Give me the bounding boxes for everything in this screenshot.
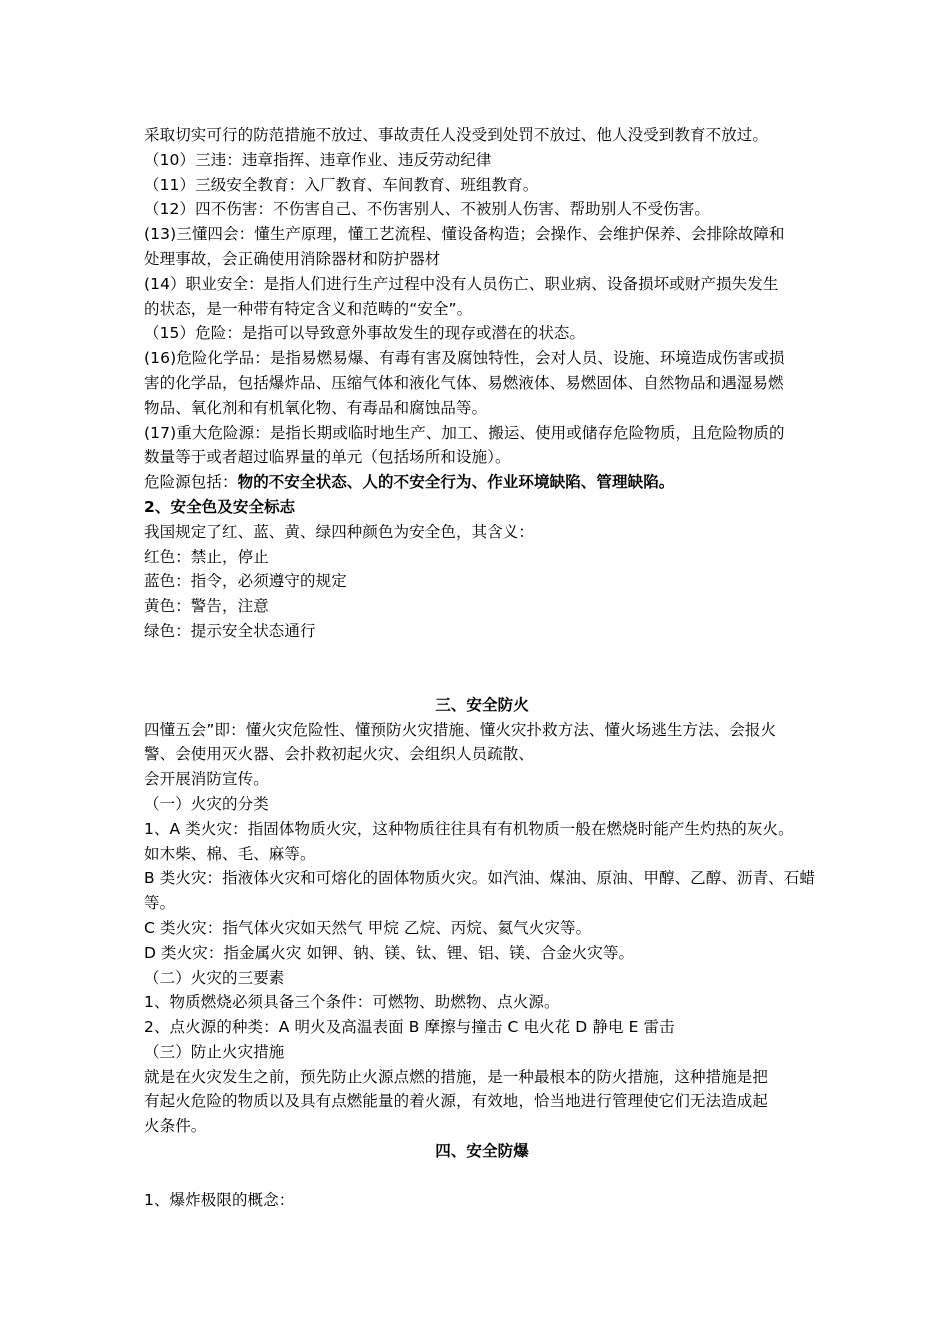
text-line: （12）四不伤害：不伤害自己、不伤害别人、不被别人伤害、帮助别人不受伤害。 [144, 200, 710, 219]
hazard-bold-text: 物的不安全状态、人的不安全行为、作业环境缺陷、管理缺陷。 [237, 473, 675, 492]
text-line: 绿色：提示安全状态通行 [144, 621, 316, 640]
text-line: 等。 [144, 894, 176, 913]
text-line: 警、会使用灭火器、会扑救初起火灾、会组织人员疏散、 [144, 745, 535, 764]
text-line: D 类火灾：指金属火灾 如钾、钠、镁、钛、锂、铝、镁、合金火灾等。 [144, 943, 635, 962]
text-line: （15）危险：是指可以导致意外事故发生的现存或潜在的状态。 [144, 324, 586, 343]
text-line: 有起火危险的物质以及具有点燃能量的着火源，有效地，恰当地进行管理使它们无法造成起 [144, 1092, 769, 1111]
text-line: 物品、氧化剂和有机氧化物、有毒品和腐蚀品等。 [144, 398, 488, 417]
text-line: 红色：禁止，停止 [144, 547, 269, 566]
text-line: 的状态，是一种带有特定含义和范畴的“安全”。 [144, 299, 473, 318]
spacer [144, 644, 820, 693]
text-line: 1、物质燃烧必须具备三个条件：可燃物、助燃物、点火源。 [144, 993, 560, 1012]
section3-title: 三、安全防火 [435, 695, 529, 714]
text-line: 如木柴、棉、毛、麻等。 [144, 844, 316, 863]
text-line: (14）职业安全：是指人们进行生产过程中没有人员伤亡、职业病、设备损坏或财产损失发生 [144, 274, 779, 293]
spacer [144, 1164, 820, 1188]
section2-title: 2、安全色及安全标志 [144, 497, 296, 516]
text-line: 1、A 类火灾：指固体物质火灾，这种物质往往具有有机物质一般在燃烧时能产生灼热的灰火。 [144, 819, 794, 838]
document-body [144, 123, 820, 1213]
text-line: 黄色：警告，注意 [144, 597, 269, 616]
text-line: （二）火灾的三要素 [144, 968, 285, 987]
text-line: C 类火灾：指气体火灾如天然气 甲烷 乙烷、丙烷、氦气火灾等。 [144, 918, 592, 937]
text-line: 我国规定了红、蓝、黄、绿四种颜色为安全色，其含义： [144, 522, 535, 541]
hazard-line [144, 470, 820, 495]
hazard-prefix: 危险源包括： [144, 473, 238, 492]
text-line: 害的化学品，包括爆炸品、压缩气体和液化气体、易燃液体、易燃固体、自然物品和遇湿易燃 [144, 373, 784, 392]
text-line: 采取切实可行的防范措施不放过、事故责任人没受到处罚不放过、他人没受到教育不放过。 [144, 126, 769, 144]
text-line: (16)危险化学品：是指易燃易爆、有毒有害及腐蚀特性，会对人员、设施、环境造成伤害或损 [144, 349, 785, 368]
text-line: 火条件。 [144, 1117, 207, 1136]
text-line: 会开展消防宣传。 [144, 770, 269, 789]
text-line: (13)三懂四会：懂生产原理，懂工艺流程、懂设备构造；会操作、会维护保养、会排除故障和 [144, 225, 785, 244]
text-line: （10）三违：违章指挥、违章作业、违反劳动纪律 [144, 150, 492, 169]
text-line: （11）三级安全教育：入厂教育、车间教育、班组教育。 [144, 175, 539, 194]
text-line: （一）火灾的分类 [144, 794, 269, 813]
text-line: 蓝色：指令，必须遵守的规定 [144, 572, 347, 591]
text-line: 2、点火源的种类：A 明火及高温表面 B 摩擦与撞击 C 电火花 D 静电 E 雷击 [144, 1018, 675, 1037]
text-line: 数量等于或者超过临界量的单元（包括场所和设施）。 [144, 448, 511, 467]
text-line: 处理事故，会正确使用消除器材和防护器材 [144, 249, 441, 268]
text-line: 1、爆炸极限的概念： [144, 1190, 295, 1209]
text-line: 就是在火灾发生之前，预先防止火源点燃的措施，是一种最根本的防火措施，这种措施是把 [144, 1067, 769, 1086]
text-line: (17)重大危险源：是指长期或临时地生产、加工、搬运、使用或储存危险物质，且危险物质的 [144, 423, 785, 442]
text-line: （三）防止火灾措施 [144, 1042, 285, 1061]
section4-title: 四、安全防爆 [435, 1142, 529, 1161]
text-line: 四懂五会”即：懂火灾危险性、懂预防火灾措施、懂火灾扑救方法、懂火场逃生方法、会报火 [144, 720, 777, 739]
text-line: B 类火灾：指液体火灾和可熔化的固体物质火灾。如汽油、煤油、原油、甲醇、乙醇、沥青、石蜡 [144, 869, 815, 888]
